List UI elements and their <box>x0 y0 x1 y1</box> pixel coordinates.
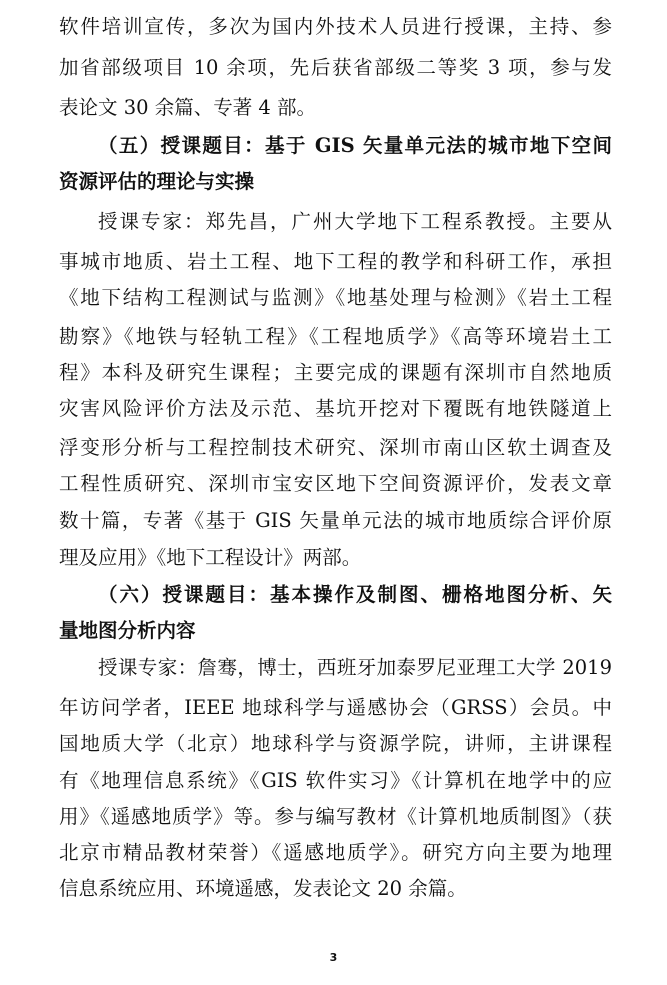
paragraph-line: 国地质大学（北京）地球科学与资源学院，讲师，主讲课程 <box>59 732 612 755</box>
paragraph-line: 《地下结构工程测试与监测》《地基处理与检测》《岩土工程 <box>59 286 612 309</box>
paragraph-line: 北京市精品教材荣誉）《遥感地质学》。研究方向主要为地理 <box>59 841 612 864</box>
paragraph-line: 浮变形分析与工程控制技术研究、深圳市南山区软土调查及 <box>59 436 612 459</box>
paragraph-line: 加省部级项目 10 余项，先后获省部级二等奖 3 项，参与发 <box>59 56 612 79</box>
paragraph-line: 信息系统应用、环境遥感，发表论文 20 余篇。 <box>59 877 467 900</box>
paragraph-line: 程》本科及研究生课程；主要完成的课题有深圳市自然地质 <box>59 361 612 384</box>
section-heading-6: （六）授课题目：基本操作及制图、栅格地图分析、矢 <box>98 583 612 606</box>
paragraph-line: 理及应用》《地下工程设计》两部。 <box>59 546 362 569</box>
paragraph-line: 勘察》《地铁与轻轨工程》《工程地质学》《高等环境岩土工 <box>59 325 612 348</box>
paragraph-line: 工程性质研究、深圳市宝安区地下空间资源评价，发表文章 <box>59 472 612 495</box>
paragraph-line: 用》《遥感地质学》等。参与编写教材《计算机地质制图》（获 <box>59 805 612 828</box>
paragraph-line: 授课专家：郑先昌，广州大学地下工程系教授。主要从 <box>98 210 612 233</box>
section-heading-5: （五）授课题目：基于 GIS 矢量单元法的城市地下空间 <box>98 134 612 157</box>
paragraph-line: 灾害风险评价方法及示范、基坑开挖对下覆既有地铁隧道上 <box>59 397 612 420</box>
paragraph-line: 年访问学者，IEEE 地球科学与遥感协会（GRSS）会员。中 <box>59 696 612 719</box>
paragraph-line: 事城市地质、岩土工程、地下工程的教学和科研工作，承担 <box>59 250 612 273</box>
paragraph-line: 数十篇，专著《基于 GIS 矢量单元法的城市地质综合评价原 <box>59 509 612 532</box>
section-heading-5-cont: 资源评估的理论与实操 <box>59 170 255 193</box>
paragraph-line: 授课专家：詹骞，博士，西班牙加泰罗尼亚理工大学 2019 <box>98 656 612 679</box>
section-heading-6-cont: 量地图分析内容 <box>59 619 196 642</box>
paragraph-line: 有《地理信息系统》《GIS 软件实习》《计算机在地学中的应 <box>59 769 612 792</box>
paragraph-line: 软件培训宣传，多次为国内外技术人员进行授课，主持、参 <box>59 15 612 38</box>
page-number: 3 <box>329 951 338 964</box>
paragraph-line: 表论文 30 余篇、专著 4 部。 <box>59 96 317 119</box>
